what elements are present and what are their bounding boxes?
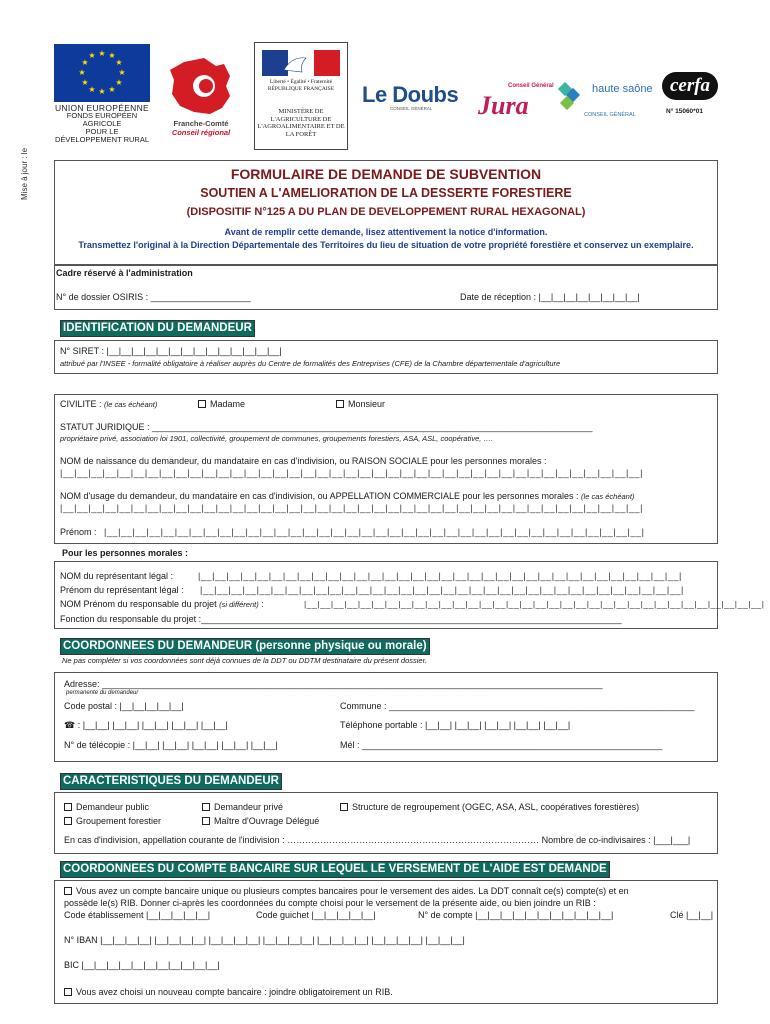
iban-field[interactable]: N° IBAN |__|__|__|__| |__|__|__|__| |__|__|__|__| |__|__|__|__| |__|__|__|__| |__|__|__|__| |__|__|__|	[64, 935, 465, 945]
monsieur-checkbox[interactable]	[336, 400, 344, 408]
nom-usage-cells[interactable]: |__|__|__|__|__|__|__|__|__|__|__|__|__|__|__|__|__|__|__|__|__|__|__|__|__|__|__|__|__|__|__|__|__|__|__|__|__|__|__|__|__|	[60, 503, 644, 513]
madame-label: Madame	[210, 399, 246, 409]
mel-field[interactable]: Mél : ____________________________________________________________	[340, 740, 663, 750]
osiris-field: N° de dossier OSIRIS : ____________________	[56, 292, 251, 302]
groupement-checkbox[interactable]	[64, 817, 72, 825]
form-title: FORMULAIRE DE DEMANDE DE SUBVENTION	[230, 166, 542, 182]
nom-resp-note: (si différent)	[219, 600, 259, 609]
nom-naissance-cells[interactable]: |__|__|__|__|__|__|__|__|__|__|__|__|__|__|__|__|__|__|__|__|__|__|__|__|__|__|__|__|__|__|__|__|__|__|__|__|__|__|__|__|__|	[60, 468, 644, 478]
telecopie-field[interactable]: N° de télécopie : |__|__| |__|__| |__|__| |__|__| |__|__|	[64, 740, 278, 750]
groupement-label: Groupement forestier	[76, 816, 162, 826]
numero-compte-field[interactable]: N° de compte |__|__|__|__|__|__|__|__|__|__|__|	[418, 910, 614, 920]
code-etablissement-field[interactable]: Code établissement |__|__|__|__|__|	[64, 910, 211, 920]
rf-motto: Liberté • Égalité • Fraternité	[269, 79, 333, 85]
prenom-cells[interactable]: |__|__|__|__|__|__|__|__|__|__|__|__|__|__|__|__|__|__|__|__|__|__|__|__|__|__|__|__|__|__|__|__|__|__|__|__|__|__|	[104, 527, 645, 537]
public-label: Demandeur public	[76, 802, 150, 812]
eu-flag-logo	[54, 44, 150, 102]
fc-name: Franche-Comté	[173, 119, 229, 128]
maitre-checkbox[interactable]	[202, 817, 210, 825]
section-identification: IDENTIFICATION DU DEMANDEUR	[60, 320, 255, 337]
prenom-label: Prénom :	[60, 527, 97, 537]
haute-saone-logo	[556, 76, 653, 120]
public-checkbox[interactable]	[64, 803, 72, 811]
nom-rep-label: NOM du représentant légal :	[60, 571, 174, 581]
nom-naissance-label: NOM de naissance du demandeur, du mandataire en cas d'indivision, ou RAISON SOCIALE pour les personnes morales :	[60, 456, 547, 466]
groupement-option[interactable]	[64, 816, 161, 826]
nouveau-compte-label: Vous avez choisi un nouveau compte bancaire : joindre obligatoirement un RIB.	[76, 987, 393, 997]
form-subtitle: SOUTIEN A L'AMELIORATION DE LA DESSERTE FORESTIERE	[200, 186, 572, 200]
nom-resp-text: NOM Prénom du responsable du projet	[60, 599, 217, 609]
madame-option[interactable]	[198, 399, 245, 409]
rf-ministry: MINISTÈRE DE L'AGRICULTURE DE L'AGROALIMENTAIRE ET DE LA FORÊT	[257, 108, 345, 138]
jura-name: Jura	[478, 91, 529, 120]
commune-field[interactable]: Commune : _____________________________________________________________	[340, 701, 695, 711]
code-guichet-field[interactable]: Code guichet |__|__|__|__|__|	[256, 910, 376, 920]
nom-usage-label	[60, 491, 634, 501]
nom-resp-label: NOM Prénom du responsable du projet (si différent) :	[60, 599, 264, 609]
civilite-text: CIVILITE :	[60, 399, 102, 409]
portable-field[interactable]: Téléphone portable : |__|__| |__|__| |__|__| |__|__| |__|__|	[340, 720, 571, 730]
prive-option[interactable]	[202, 802, 283, 812]
franche-comte-caption	[160, 119, 242, 137]
telephone-field[interactable]: ☎ : |__|__| |__|__| |__|__| |__|__| |__|__|	[64, 720, 228, 730]
eu-name: UNION EUROPÉENNE	[54, 103, 150, 113]
cerfa-number: N° 15060*01	[666, 108, 703, 115]
marianne-logo	[262, 50, 340, 76]
svg-text:★: ★	[88, 51, 96, 60]
svg-text:★: ★	[98, 49, 106, 58]
svg-text:★: ★	[108, 85, 116, 94]
eu-caption	[52, 104, 152, 144]
doubs-logo: Le Doubs	[362, 82, 459, 107]
cerfa-logo: cerfa	[662, 72, 718, 100]
section-coordonnees: COORDONNEES DU DEMANDEUR (personne physique ou morale)	[60, 638, 430, 655]
notice-line-1: Avant de remplir cette demande, lisez attentivement la notice d'information.	[224, 227, 548, 237]
prive-label: Demandeur privé	[214, 802, 284, 812]
jura-top: Conseil Général	[508, 83, 554, 89]
prenom-rep-label: Prénom du représentant légal :	[60, 585, 184, 595]
indivision-field[interactable]: En cas d'indivision, appellation courante de l'indivision : ………………………………………………………………………… Nombre de co-indivisaires : |___|___|	[64, 835, 691, 845]
nom-usage-note: (le cas échéant)	[581, 492, 635, 501]
eu-fund-2: POUR LE DÉVELOPPEMENT RURAL	[54, 127, 150, 144]
svg-text:★: ★	[98, 87, 106, 96]
prive-checkbox[interactable]	[202, 803, 210, 811]
fonction-field[interactable]: Fonction du responsable du projet :____________________________________________________________________________________	[60, 614, 622, 624]
maitre-option[interactable]	[202, 816, 319, 826]
compte-unique-label-2: possède le(s) RIB. Donner ci-après les coordonnées du compte choisi pour le versement de la présente aide, ou bien joindre un RIB :	[64, 898, 596, 908]
rf-name: RÉPUBLIQUE FRANÇAISE	[267, 85, 335, 92]
svg-text:★: ★	[81, 78, 89, 87]
notice-line-2: Transmettez l'original à la Direction Départementale des Territoires du lieu de situation de votre propriété forestière et conservez un exemplaire.	[78, 240, 694, 250]
svg-text:★: ★	[118, 68, 126, 77]
cle-field[interactable]: Clé |__|__|	[670, 910, 714, 920]
personnes-morales-label: Pour les personnes morales :	[62, 548, 189, 558]
statut-field[interactable]: STATUT JURIDIQUE : ________________________________________________________________________________________	[60, 422, 593, 432]
section-bancaire: COORDONNEES DU COMPTE BANCAIRE SUR LEQUEL LE VERSEMENT DE L'AIDE EST DEMANDE	[60, 861, 610, 878]
doubs-sub: CONSEIL GÉNÉRAL	[390, 106, 433, 111]
siret-field[interactable]: N° SIRET : |__|__|__|__|__|__|__|__|__|__|__|__|__|__|	[60, 346, 282, 356]
svg-text:★: ★	[115, 78, 123, 87]
svg-text:★: ★	[108, 51, 116, 60]
regroupement-label: Structure de regroupement (OGEC, ASA, ASL, coopératives forestières)	[352, 802, 640, 812]
update-note: Mise à jour : le	[20, 147, 29, 200]
bic-field[interactable]: BIC |__|__|__|__|__|__|__|__|__|__|__|	[64, 960, 220, 970]
compte-unique-checkbox[interactable]	[64, 887, 72, 895]
rf-caption	[256, 79, 346, 92]
prenom-rep-cells[interactable]: |__|__|__|__|__|__|__|__|__|__|__|__|__|__|__|__|__|__|__|__|__|__|__|__|__|__|__|__|__|__|__|__|__|__|	[200, 585, 684, 595]
svg-text:★: ★	[78, 68, 86, 77]
adresse-note: permanente du demandeur	[66, 690, 139, 696]
nom-rep-cells[interactable]: |__|__|__|__|__|__|__|__|__|__|__|__|__|__|__|__|__|__|__|__|__|__|__|__|__|__|__|__|__|__|__|__|__|__|	[198, 571, 682, 581]
svg-text:★: ★	[81, 58, 89, 67]
public-option[interactable]	[64, 802, 149, 812]
compte-unique-label: Vous avez un compte bancaire unique ou plusieurs comptes bancaires pour le versement des aides. La DDT connaît ce(s) compte(s) et en	[76, 886, 629, 896]
svg-text:★: ★	[115, 58, 123, 67]
hs-name: haute saône	[592, 83, 653, 95]
monsieur-option[interactable]	[336, 399, 385, 409]
eu-fund: FONDS EUROPÉEN AGRICOLE	[66, 111, 138, 128]
maitre-label: Maître d'Ouvrage Délégué	[214, 816, 320, 826]
statut-note: propriétaire privé, association loi 1901, collectivité, groupement de communes, groupements forestiers, ASA, ASL, coopérative, ….	[60, 434, 493, 443]
madame-checkbox[interactable]	[198, 400, 206, 408]
coordonnees-note: Ne pas compléter si vos coordonnées sont déjà connues de la DDT ou DDTM destinataire du présent dossier.	[62, 656, 427, 665]
civilite-label	[60, 399, 157, 409]
nouveau-compte-checkbox[interactable]	[64, 988, 72, 996]
hs-sub: CONSEIL GÉNÉRAL	[584, 112, 636, 118]
regroupement-checkbox[interactable]	[340, 803, 348, 811]
code-postal-field[interactable]: Code postal : |__|__|__|__|__|	[64, 701, 184, 711]
reception-date-field: Date de réception : |__|__|__|__|__|__|__|__|	[460, 292, 640, 302]
fc-sub: Conseil régional	[171, 128, 231, 137]
nouveau-compte-option[interactable]	[64, 987, 393, 997]
civilite-note: (le cas échéant)	[104, 400, 158, 409]
section-caracteristiques: CARACTERISTIQUES DU DEMANDEUR	[60, 773, 282, 790]
franche-comte-logo	[164, 56, 236, 126]
form-dispositif: (DISPOSITIF N°125 A DU PLAN DE DEVELOPPEMENT RURAL HEXAGONAL)	[186, 206, 586, 218]
jura-logo	[474, 78, 554, 124]
regroupement-option[interactable]	[340, 802, 639, 812]
svg-text:★: ★	[88, 85, 96, 94]
nom-resp-cells[interactable]: |__|__|__|__|__|__|__|__|__|__|__|__|__|__|__|__|__|__|__|__|__|__|__|__|__|__|__|__|__|__|__|__|__|__|	[304, 599, 765, 609]
adresse-field[interactable]: Adresse: ____________________________________________________________________________________________________	[64, 679, 603, 689]
compte-unique-option[interactable]	[64, 886, 629, 896]
monsieur-label: Monsieur	[348, 399, 386, 409]
nom-usage-text: NOM d'usage du demandeur, du mandataire en cas d'indivision, ou APPELLATION COMMERCIALE pour les personnes morales :	[60, 491, 579, 501]
admin-title: Cadre réservé à l'administration	[56, 268, 193, 278]
siret-note: attribué par l'INSEE - formalité obligatoire à réaliser auprès du Centre de formalités des Entreprises (CFE) de la Chambre départementale d'agriculture	[60, 359, 561, 368]
